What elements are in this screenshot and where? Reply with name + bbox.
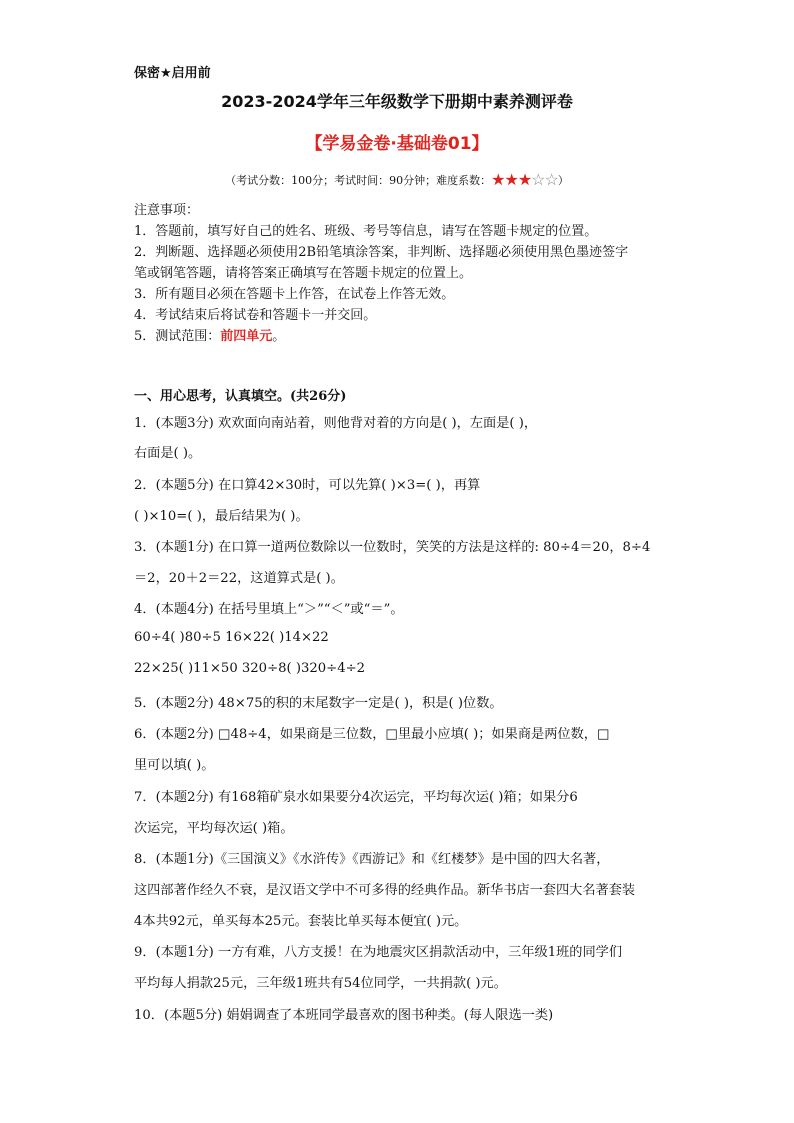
note-item-5-prefix: 5．测试范围： xyxy=(134,329,221,344)
question-7a: 7．(本题2分) 有168箱矿泉水如果要分4次运完，平均每次运( )箱；如果分6 xyxy=(134,790,578,805)
question-4c: 22×25( )11×50 320÷8( )320÷4÷2 xyxy=(134,661,366,676)
difficulty-stars-icon xyxy=(491,170,558,189)
question-7b: 次运完，平均每次运( )箱。 xyxy=(134,821,294,836)
question-6a: 6．(本题2分) □48÷4，如果商是三位数，□里最小应填( )；如果商是两位数，□ xyxy=(134,727,610,742)
question-1a: 1．(本题3分) 欢欢面向南站着，则他背对着的方向是( )，左面是( )， xyxy=(134,416,538,431)
question-3a: 3．(本题1分) 在口算一道两位数除以一位数时，笑笑的方法是这样的: 80÷4＝20，8÷4 xyxy=(134,540,651,555)
question-9a: 9．(本题1分) 一方有难，八方支援！在为地震灾区捐款活动中，三年级1班的同学们 xyxy=(134,945,623,960)
confidential-label: 保密★启用前 xyxy=(134,66,211,81)
difficulty-stars-full: ★★★ xyxy=(491,170,532,189)
question-1b: 右面是( )。 xyxy=(134,446,202,461)
question-3b: ＝2，20＋2＝22，这道算式是( )。 xyxy=(134,571,344,586)
note-item-1: 1．答题前，填写好自己的姓名、班级、考号等信息，请写在答题卡规定的位置。 xyxy=(134,224,598,239)
question-2a: 2．(本题5分) 在口算42×30时，可以先算( )×3=( )，再算 xyxy=(134,478,481,493)
question-2b: ( )×10=( )，最后结果为( )。 xyxy=(134,509,309,524)
meta-prefix: （考试分数：100分；考试时间：90分钟；难度系数： xyxy=(225,174,492,187)
exam-title: 2023-2024学年三年级数学下册期中素养测评卷 xyxy=(221,92,573,111)
note-item-4: 4．考试结束后将试卷和答题卡一并交回。 xyxy=(134,308,377,323)
note-item-2b: 笔或钢笔答题，请将答案正确填写在答题卡规定的位置上。 xyxy=(134,266,473,281)
notes-heading: 注意事项： xyxy=(134,203,200,218)
meta-suffix: ） xyxy=(557,174,569,187)
question-5: 5．(本题2分) 48×75的积的末尾数字一定是( )，积是( )位数。 xyxy=(134,696,503,711)
question-10: 10．(本题5分) 娟娟调查了本班同学最喜欢的图书种类。(每人限选一类) xyxy=(134,1008,554,1023)
question-9b: 平均每人捐款25元，三年级1班共有54位同学，一共捐款( )元。 xyxy=(134,976,507,991)
question-4a: 4．(本题4分) 在括号里填上“＞”“＜”或“＝”。 xyxy=(134,602,404,617)
note-item-5-suffix: 。 xyxy=(272,329,286,344)
test-range: 前四单元 xyxy=(220,329,273,344)
exam-subtitle: 【学易金卷·基础卷01】 xyxy=(305,134,489,154)
note-item-2a: 2．判断题、选择题必须使用2B铅笔填涂答案，非判断、选择题必须使用黑色墨迹签字 xyxy=(134,245,629,260)
note-item-3: 3．所有题目必须在答题卡上作答，在试卷上作答无效。 xyxy=(134,287,455,302)
question-8b: 这四部著作经久不衰，是汉语文学中不可多得的经典作品。新华书店一套四大名著套装 xyxy=(134,883,636,898)
difficulty-stars-empty: ☆☆ xyxy=(531,170,558,189)
section-1-heading: 一、用心思考，认真填空。(共26分) xyxy=(134,389,347,404)
question-4b: 60÷4( )80÷5 16×22( )14×22 xyxy=(134,630,329,645)
question-6b: 里可以填( )。 xyxy=(134,758,215,773)
exam-meta xyxy=(0,170,794,189)
note-item-5 xyxy=(134,325,285,344)
question-8a: 8．(本题1分)《三国演义》《水浒传》《西游记》和《红楼梦》是中国的四大名著， xyxy=(134,852,610,867)
question-8c: 4本共92元，单买每本25元。套装比单买每本便宜( )元。 xyxy=(134,914,468,929)
